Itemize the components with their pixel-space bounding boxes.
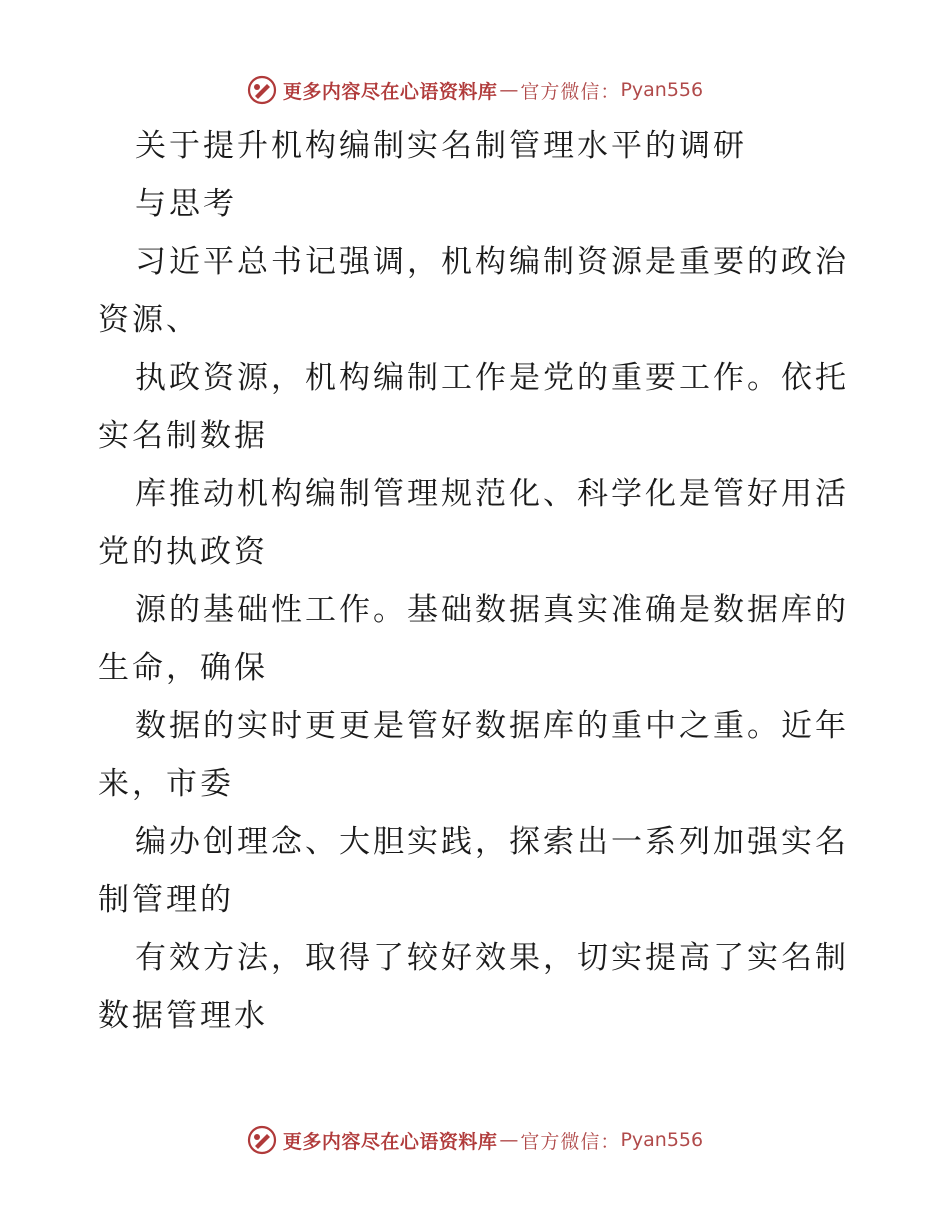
- paragraph-line: 实名制数据: [98, 418, 268, 454]
- logo-icon: [247, 75, 277, 105]
- paragraph-line: 习近平总书记强调，机构编制资源是重要的政治: [135, 244, 849, 280]
- paragraph-line: 来，市委: [98, 766, 234, 802]
- banner-dash: —: [499, 1129, 519, 1151]
- paragraph-line: 资源、: [98, 302, 200, 338]
- paragraph-line: 数据的实时更更是管好数据库的重中之重。近年: [135, 708, 849, 744]
- logo-icon: [247, 1125, 277, 1155]
- banner-wechat-label: 官方微信：: [520, 80, 621, 103]
- paragraph-line: 源的基础性工作。基础数据真实准确是数据库的: [135, 592, 849, 628]
- header-banner: [0, 72, 950, 108]
- paragraph-line: 制管理的: [98, 882, 234, 918]
- banner-wechat-label: 官方微信：: [520, 1130, 621, 1153]
- paragraph-line: 生命，确保: [98, 650, 268, 686]
- paragraph-line: 库推动机构编制管理规范化、科学化是管好用活: [135, 476, 849, 512]
- paragraph-line: 有效方法，取得了较好效果，切实提高了实名制: [135, 940, 849, 976]
- banner-brand: 更多内容尽在心语资料库: [282, 80, 498, 103]
- paragraph-line: 数据管理水: [98, 998, 268, 1034]
- paragraph-line: 编办创理念、大胆实践，探索出一系列加强实名: [135, 824, 849, 860]
- paragraph-line: 党的执政资: [98, 534, 268, 570]
- banner-wechat-id: Pyan556: [620, 79, 704, 101]
- banner-brand: 更多内容尽在心语资料库: [282, 1130, 498, 1153]
- banner-wechat-id: Pyan556: [620, 1129, 704, 1151]
- paragraph-line: 执政资源，机构编制工作是党的重要工作。依托: [135, 360, 849, 396]
- footer-banner: [0, 1122, 950, 1158]
- title-line-2: 与思考: [135, 186, 237, 222]
- title-line-1: 关于提升机构编制实名制管理水平的调研: [135, 128, 747, 164]
- banner-dash: —: [499, 79, 519, 101]
